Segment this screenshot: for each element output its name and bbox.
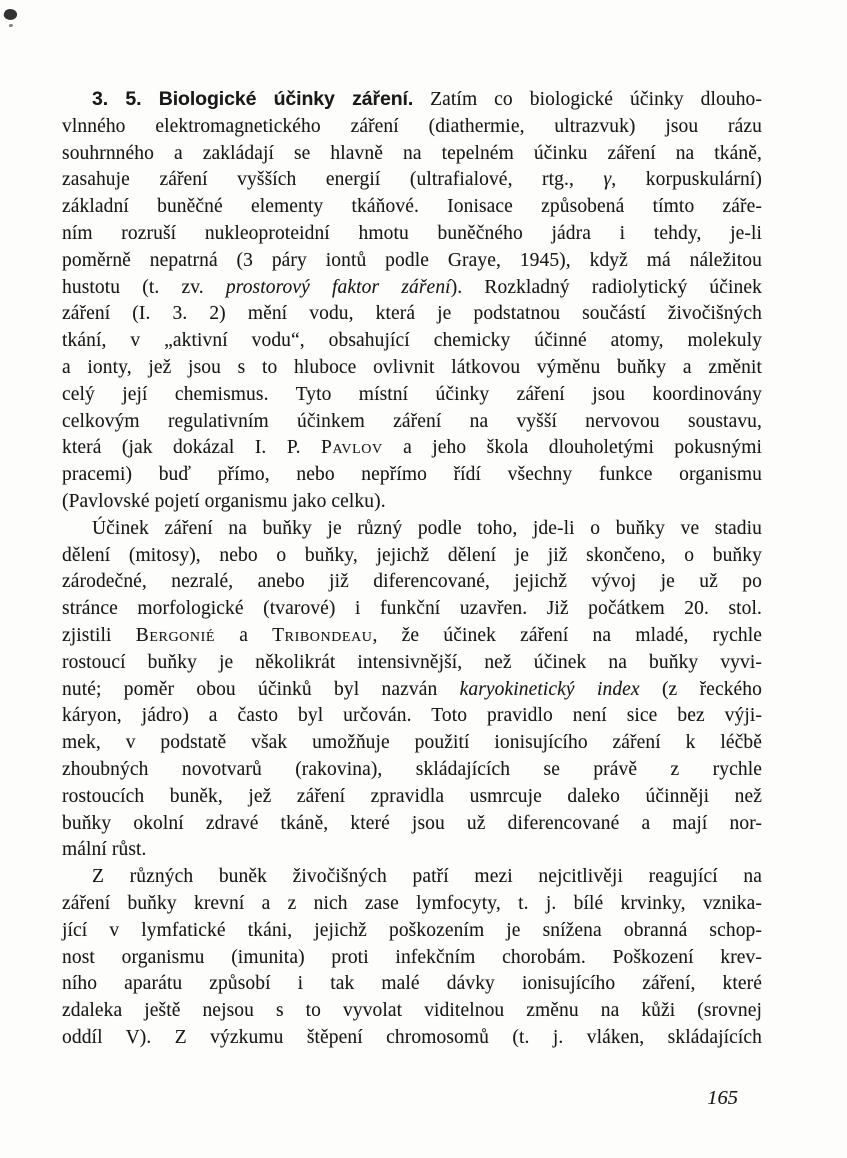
text-block [62, 86, 762, 1052]
body-text: rostoucí buňky je několikrát intensivnější, než účinek na buňky vyvi- [62, 651, 762, 673]
text-line [62, 328, 762, 355]
body-text: stránce morfologické (tvarové) i funkční uzavřen. Již počátkem 20. stol. [62, 598, 762, 620]
text-line [62, 677, 762, 704]
body-text: zárodečné, nezralé, anebo již diferencované, jejichž vývoj je už po [62, 571, 762, 593]
body-text: nost organismu (imunita) proti infekčním chorobám. Poškození krev- [62, 946, 762, 968]
text-line [62, 489, 762, 516]
body-text: nuté; poměr obou účinků byl nazván [62, 678, 460, 700]
text-line [62, 355, 762, 382]
text-line [62, 757, 762, 784]
text-line [62, 382, 762, 409]
text-line [62, 543, 762, 570]
text-line [62, 221, 762, 248]
scan-speck-small [9, 24, 13, 27]
body-text: dělení (mitosy), nebo o buňky, jejichž dělení je již skončeno, o buňky [62, 544, 762, 566]
text-line [62, 167, 762, 194]
body-text: mální růst. [62, 839, 147, 861]
body-text: celý její chemismus. Tyto místní účinky záření jsou koordinovány [62, 383, 762, 405]
section-heading: 3. 5. Biologické účinky záření. [92, 88, 414, 110]
body-text: , korpuskulární) [611, 169, 762, 191]
body-text: (z řeckého [639, 678, 763, 700]
body-text: káryon, jádro) a často byl určován. Toto pravidlo není sice bez výji- [62, 705, 762, 727]
paragraph [62, 516, 762, 864]
text-line [62, 194, 762, 221]
text-line [62, 971, 762, 998]
text-line [62, 650, 762, 677]
body-text: zasahuje záření vyšších energií (ultrafialové, rtg., [62, 169, 604, 191]
body-text: , že účinek záření na mladé, rychle [372, 624, 762, 646]
body-text: souhrnného a zakládají se hlavně na tepelném účinku záření na tkáně, [62, 142, 762, 164]
italic-text: γ [603, 169, 612, 191]
body-text: a jeho škola dlouholetými pokusnými [382, 437, 762, 459]
italic-text: prostorový faktor záření [225, 276, 451, 298]
text-line [62, 569, 762, 596]
body-text: Z různých buněk živočišných patří mezi nejcitlivěji reagující na [92, 866, 762, 888]
scan-speck [3, 7, 19, 21]
body-text: pracemi) buď přímo, nebo nepřímo řídí všechny funkce organismu [62, 464, 762, 486]
text-line [62, 623, 762, 650]
text-line [62, 837, 762, 864]
paragraph [62, 864, 762, 1052]
text-line [62, 730, 762, 757]
body-text: záření (I. 3. 2) mění vodu, která je podstatnou součástí živočišných [62, 303, 762, 325]
body-text: a ionty, jež jsou s to hluboce ovlivnit látkovou výměnu buňky a změnit [62, 356, 762, 378]
body-text: oddíl V). Z výzkumu štěpení chromosomů (t. j. vláken, skládajících [62, 1026, 762, 1048]
body-text: ního aparátu způsobí i tak malé dávky ionisujícího záření, které [62, 973, 762, 995]
body-text: mek, v podstatě však umožňuje použití ionisujícího záření k léčbě [62, 732, 762, 754]
body-text: buňky okolní zdravé tkáně, které jsou už diferencované a mají nor- [62, 812, 762, 834]
body-text: Účinek záření na buňky je různý podle toho, jde-li o buňky ve stadiu [92, 517, 762, 539]
text-line [62, 864, 762, 891]
text-line [62, 462, 762, 489]
text-line [62, 596, 762, 623]
body-text: zhoubných novotvarů (rakovina), skládajících se právě z rychle [62, 758, 762, 780]
body-text: zjistili [62, 624, 136, 646]
body-text: ). Rozkladný radiolytický účinek [450, 276, 762, 298]
text-line [62, 275, 762, 302]
body-text: záření buňky krevní a z nich zase lymfocyty, t. j. bílé krvinky, vznika- [62, 892, 762, 914]
text-line [62, 945, 762, 972]
paragraph [62, 86, 762, 516]
body-text: která (jak dokázal I. P. [62, 437, 322, 459]
body-text: celkovým regulativním účinkem záření na vyšší nervovou soustavu, [62, 410, 762, 432]
italic-text: karyokinetický index [459, 678, 640, 700]
text-line [62, 435, 762, 462]
text-line [62, 703, 762, 730]
smallcaps-name: Pavlov [321, 437, 383, 459]
text-line [62, 784, 762, 811]
body-text: základní buněčné elementy tkáňové. Ionisace způsobená tímto záře- [62, 196, 762, 218]
body-text: ním rozruší nukleoproteidní hmotu buněčného jádra i tehdy, je-li [62, 222, 762, 244]
text-line [62, 114, 762, 141]
page-number: 165 [707, 1087, 738, 1109]
smallcaps-name: Tribondeau [272, 624, 373, 646]
body-text: Zatím co biologické účinky dlouho- [413, 89, 762, 110]
text-line [62, 86, 762, 114]
body-text: rostoucích buněk, jež záření zpravidla usmrcuje daleko účinněji než [62, 785, 762, 807]
text-line [62, 141, 762, 168]
body-text: a [215, 624, 273, 646]
body-text: hustotu (t. zv. [62, 276, 226, 298]
body-text: vlnného elektromagnetického záření (diathermie, ultrazvuk) jsou rázu [62, 115, 762, 137]
body-text: jící v lymfatické tkáni, jejichž poškozením je snížena obranná schop- [62, 919, 762, 941]
text-line [62, 409, 762, 436]
text-line [62, 516, 762, 543]
text-line [62, 248, 762, 275]
body-text: (Pavlovské pojetí organismu jako celku). [62, 490, 386, 512]
smallcaps-name: Bergonié [135, 624, 215, 646]
text-line [62, 811, 762, 838]
text-line [62, 1025, 762, 1052]
body-text: tkání, v „aktivní vodu“, obsahující chemicky účinné atomy, molekuly [62, 330, 762, 352]
text-line [62, 918, 762, 945]
text-line [62, 998, 762, 1025]
text-line [62, 301, 762, 328]
body-text: poměrně nepatrná (3 páry iontů podle Graye, 1945), když má náležitou [62, 249, 762, 271]
text-line [62, 891, 762, 918]
body-text: zdaleka ještě nejsou s to vyvolat viditelnou změnu na kůži (srovnej [62, 1000, 762, 1022]
